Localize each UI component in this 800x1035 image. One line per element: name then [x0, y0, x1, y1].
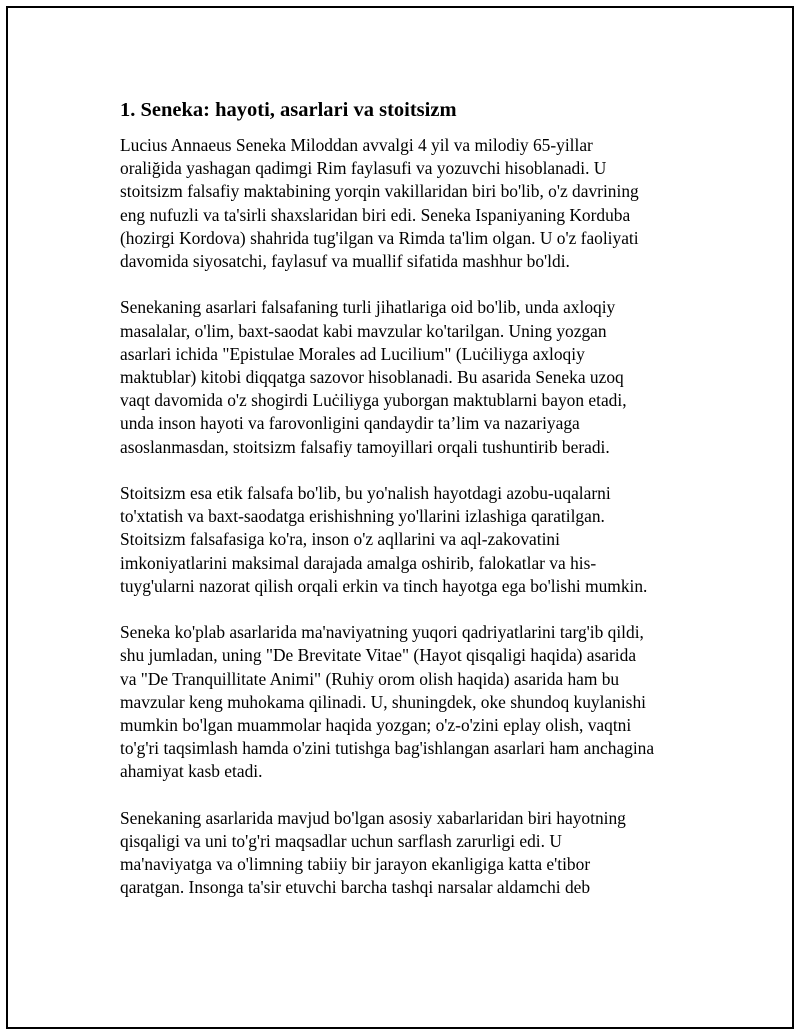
text-line: (hozirgi Kordova) shahrida tug'ilgan va Rimda ta'lim olgan. U o'z faoliyati [120, 227, 639, 248]
paragraph-1 [120, 134, 700, 273]
text-line: ma'naviyatga va o'limning tabiiy bir jarayon ekanligiga katta e'tibor [120, 854, 591, 875]
text-line: Senekaning asarlarida mavjud bo'lgan asosiy xabarlaridan biri hayotning [120, 807, 626, 828]
text-line: qaratgan. Insonga ta'sir etuvchi barcha tashqi narsalar aldamchi deb [120, 877, 591, 898]
text-line: stoitsizm falsafiy maktabining yorqin vakillaridan biri bo'lib, o'z davrining [120, 181, 639, 202]
document-body [120, 96, 700, 923]
text-line: Stoitsizm falsafasiga ko'ra, inson o'z aqllarini va aql-zakovatini [120, 529, 560, 550]
text-line: to'g'ri taqsimlash hamda o'zini tutishga bag'ishlangan asarlari ham anchagina [120, 738, 655, 759]
text-line: ahamiyat kasb etadi. [120, 761, 263, 782]
text-line: maktublar) kitobi diqqatga sazovor hisoblanadi. Bu asarida Seneka uzoq [120, 367, 624, 388]
text-line: mumkin bo'lgan muammolar haqida yozgan; o'z-o'zini eplay olish, vaqtni [120, 715, 632, 736]
text-line: davomida siyosatchi, faylasuf va muallif sifatida mashhur bo'ldi. [120, 251, 570, 272]
paragraph-5 [120, 807, 700, 900]
text-line: vaqt davomida o'z shogirdi Luċiliyga yuborgan maktublarni bayon etadi, [120, 390, 627, 411]
document-title: 1. Seneka: hayoti, asarlari va stoitsizm [120, 99, 457, 121]
text-line: asoslanmasdan, stoitsizm falsafiy tamoyillari orqali tushuntirib beradi. [120, 436, 610, 457]
text-line: mavzular keng muhokama qilinadi. U, shuningdek, oke shundoq kuylanishi [120, 691, 646, 712]
text-line: shu jumladan, uning "De Brevitate Vitae" (Hayot qisqaligi haqida) asarida [120, 645, 637, 666]
paragraph-3 [120, 482, 700, 598]
text-line: qisqaligi va uni to'g'ri maqsadlar uchun sarflash zarurligi edi. U [120, 831, 562, 852]
text-line: Seneka ko'plab asarlarida ma'naviyatning yuqori qadriyatlarini targ'ib qildi, [120, 622, 644, 643]
text-line: tuyg'ularni nazorat qilish orqali erkin va tinch hayotga ega bo'lishi mumkin. [120, 575, 648, 596]
text-line: to'xtatish va baxt-saodatga erishishning yo'llarini izlashiga qaratilgan. [120, 506, 605, 527]
text-line: oraliğida yashagan qadimgi Rim faylasufi va yozuvchi hisoblanadi. U [120, 158, 607, 179]
text-line: asarlari ichida "Epistulae Morales ad Lucilium" (Luċiliyga axloqiy [120, 343, 585, 364]
text-line: masalalar, o'lim, baxt-saodat kabi mavzular ko'tarilgan. Uning yozgan [120, 320, 607, 341]
text-line: Lucius Annaeus Seneka Miloddan avvalgi 4 yil va milodiy 65-yillar [120, 135, 593, 155]
paragraph-2 [120, 296, 700, 458]
page-border [6, 6, 794, 1029]
text-line: unda inson hayoti va farovonligini qandaydir ta’lim va nazariyaga [120, 413, 580, 434]
text-line: Senekaning asarlari falsafaning turli jihatlariga oid bo'lib, unda axloqiy [120, 297, 616, 318]
text-line: Stoitsizm esa etik falsafa bo'lib, bu yo'nalish hayotdagi azobu-uqalarni [120, 483, 611, 504]
text-line: eng nufuzli va ta'sirli shaxslaridan biri edi. Seneka Ispaniyaning Korduba [120, 204, 631, 225]
text-line: va "De Tranquillitate Animi" (Ruhiy orom olish haqida) asarida ham bu [120, 668, 620, 689]
paragraph-4 [120, 621, 700, 783]
text-line: imkoniyatlarini maksimal darajada amalga oshirib, falokatlar va his- [120, 552, 597, 573]
